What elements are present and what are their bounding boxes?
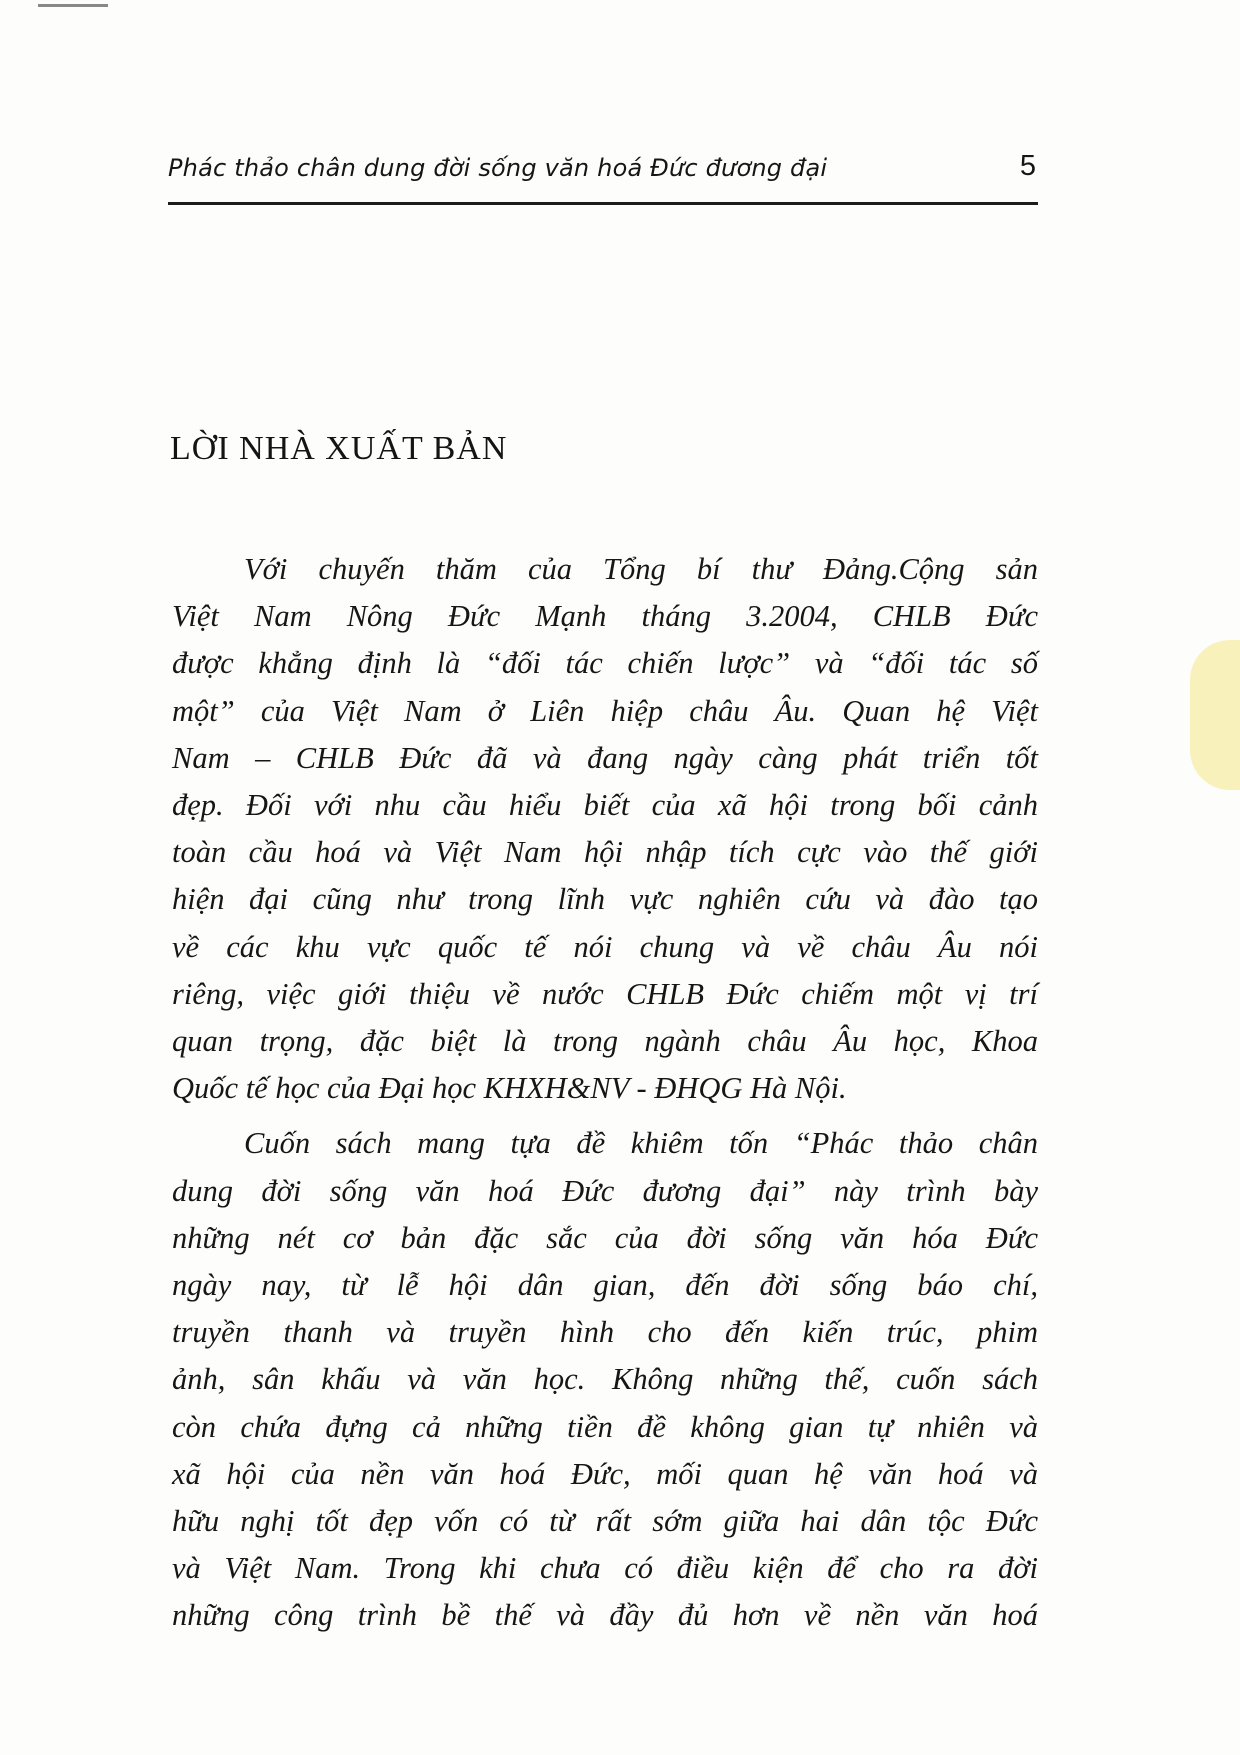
text-line: còn chứa đựng cả những tiền đề không gian tự nhiên và — [172, 1409, 1038, 1444]
text-line: riêng, việc giới thiệu về nước CHLB Đức chiếm một vị trí — [172, 976, 1038, 1011]
header-rule — [168, 202, 1038, 205]
text-line: được khẳng định là “đối tác chiến lược” và “đối tác số — [172, 646, 1038, 681]
text-line: xã hội của nền văn hoá Đức, mối quan hệ văn hoá và — [172, 1456, 1038, 1491]
text-line: những nét cơ bản đặc sắc của đời sống văn hóa Đức — [172, 1220, 1038, 1255]
text-line: Cuốn sách mang tựa đề khiêm tốn “Phác thảo chân — [244, 1126, 1038, 1161]
text-line: Việt Nam Nông Đức Mạnh tháng 3.2004, CHLB Đức — [172, 599, 1038, 634]
text-line: hữu nghị tốt đẹp vốn có từ rất sớm giữa hai dân tộc Đức — [172, 1504, 1038, 1539]
text-line: dung đời sống văn hoá Đức đương đại” này trình bày — [172, 1173, 1038, 1208]
page-number: 5 — [1019, 150, 1036, 182]
paragraph-2 — [172, 1120, 1038, 1639]
text-line: ngày nay, từ lễ hội dân gian, đến đời sống báo chí, — [172, 1268, 1038, 1303]
body-text — [172, 546, 1038, 1640]
scan-edge-mark — [38, 4, 108, 7]
text-line: Quốc tế học của Đại học KHXH&NV - ĐHQG Hà Nội. — [172, 1071, 847, 1106]
text-line: hiện đại cũng như trong lĩnh vực nghiên cứu và đào tạo — [172, 882, 1038, 917]
text-line: truyền thanh và truyền hình cho đến kiến trúc, phim — [172, 1315, 1038, 1350]
text-line: quan trọng, đặc biệt là trong ngành châu Âu học, Khoa — [172, 1024, 1038, 1059]
section-heading: LỜI NHÀ XUẤT BẢN — [170, 430, 508, 467]
text-line: những công trình bề thế và đầy đủ hơn về nền văn hoá — [172, 1598, 1038, 1633]
text-line: Với chuyến thăm của Tổng bí thư Đảng.Cộng sản — [244, 552, 1038, 586]
paragraph-1 — [172, 546, 1038, 1112]
page-tab-marker — [1190, 640, 1240, 790]
running-header — [168, 150, 1036, 196]
text-line: đẹp. Đối với nhu cầu hiểu biết của xã hội trong bối cảnh — [172, 788, 1038, 823]
text-line: Nam – CHLB Đức đã và đang ngày càng phát triển tốt — [172, 740, 1038, 775]
text-line: một” của Việt Nam ở Liên hiệp châu Âu. Quan hệ Việt — [172, 693, 1038, 728]
running-title: Phác thảo chân dung đời sống văn hoá Đức đương đại — [168, 154, 828, 182]
text-line: và Việt Nam. Trong khi chưa có điều kiện để cho ra đời — [172, 1551, 1038, 1586]
text-line: về các khu vực quốc tế nói chung và về châu Âu nói — [172, 929, 1038, 964]
text-line: ảnh, sân khấu và văn học. Không những thế, cuốn sách — [172, 1362, 1038, 1397]
text-line: toàn cầu hoá và Việt Nam hội nhập tích cực vào thế giới — [172, 835, 1038, 870]
